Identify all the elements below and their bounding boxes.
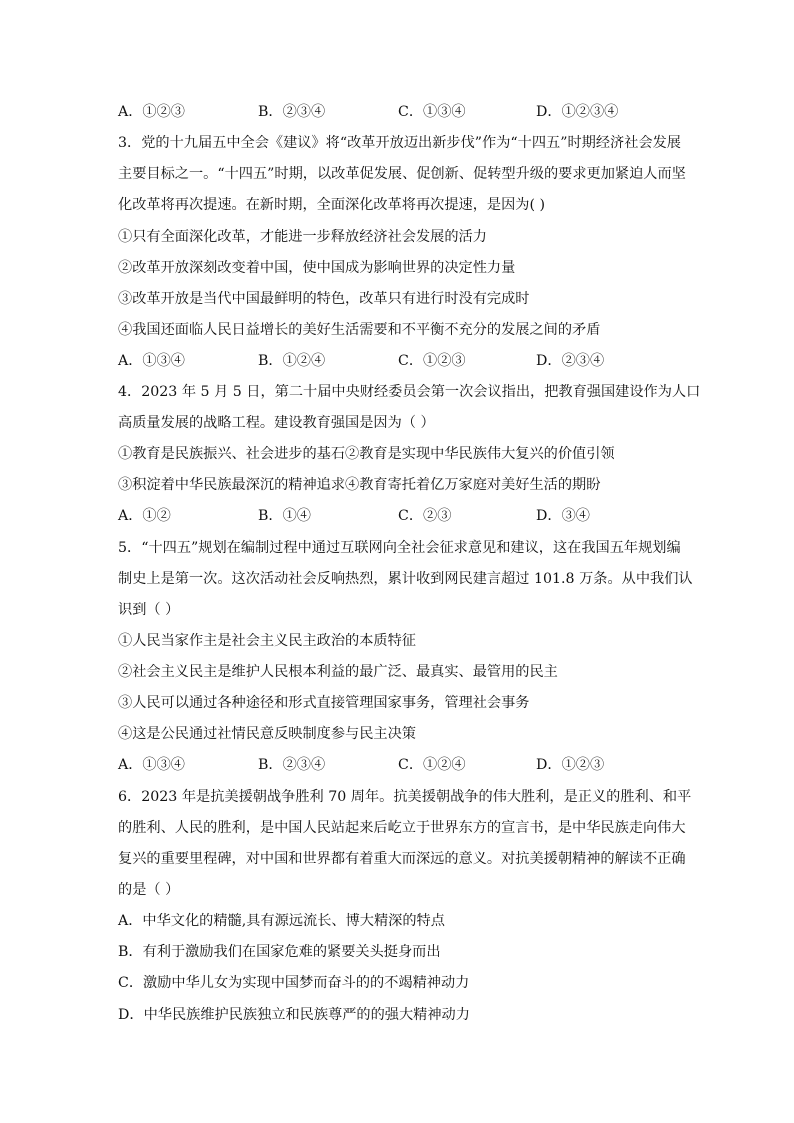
q3-statement-2: ②改革开放深刻改变着中国，使中国成为影响世界的决定性力量: [118, 260, 516, 276]
q5-option-d: D．①②③: [536, 757, 605, 773]
q4-options: [118, 506, 678, 526]
q5-stem-line-3: 识到（ ）: [118, 602, 180, 618]
q2-option-b: B．②③④: [258, 104, 326, 120]
q5-options: [118, 755, 678, 775]
q3-statement-4: ④我国还面临人民日益增长的美好生活需要和不平衡不充分的发展之间的矛盾: [118, 322, 601, 338]
q3-stem-line-2: 主要目标之一。“十四五”时期，以改革促发展、促创新、促转型升级的要求更加紧迫人而坚: [118, 166, 686, 182]
q2-option-d: D．①②③④: [536, 104, 619, 120]
q5-stem-line-2: 制史上是第一次。这次活动社会反响热烈，累计收到网民建言超过 101.8 万条。从中我们认: [118, 571, 693, 587]
q5-statement-4: ④这是公民通过社情民意反映制度参与民主决策: [118, 726, 416, 742]
q6-option-d: D．中华民族维护民族独立和民族尊严的的强大精神动力: [118, 1007, 470, 1023]
q4-stem-line-2: 高质量发展的战略工程。建设教育强国是因为（ ）: [118, 415, 435, 431]
q5-option-a: A．①③④: [118, 757, 185, 773]
q3-option-b: B．①②④: [258, 353, 326, 369]
q4-option-b: B．①④: [258, 508, 311, 524]
q3-stem-line-3: 化改革将再次提速。在新时期，全面深化改革将再次提速，是因为( ): [118, 197, 546, 213]
q3-statement-1: ①只有全面深化改革，才能进一步释放经济社会发展的活力: [118, 229, 487, 245]
q6-stem-line-3: 复兴的重要里程碑，对中国和世界都有着重大而深远的意义。对抗美援朝精神的解读不正确: [118, 851, 686, 867]
q4-statement-2: ③积淀着中华民族最深沉的精神追求④教育寄托着亿万家庭对美好生活的期盼: [118, 477, 601, 493]
q3-statement-3: ③改革开放是当代中国最鲜明的特色，改革只有进行时没有完成时: [118, 291, 530, 307]
q5-statement-2: ②社会主义民主是维护人民根本利益的最广泛、最真实、最管用的民主: [118, 664, 558, 680]
q3-option-a: A．①③④: [118, 353, 185, 369]
q4-option-d: D．③④: [536, 508, 590, 524]
q2-option-a: A．①②③: [118, 104, 185, 120]
q3-option-d: D．②③④: [536, 353, 605, 369]
q5-stem-line-1: 5．“十四五”规划在编制过程中通过互联网向全社会征求意见和建议，这在我国五年规划编: [118, 540, 681, 556]
q5-option-c: C．①②④: [398, 757, 466, 773]
q3-stem-line-1: 3．党的十九届五中全会《建议》将“改革开放迈出新步伐”作为“十四五”时期经济社会发展: [118, 135, 681, 151]
q4-stem-line-1: 4．2023 年 5 月 5 日，第二十届中央财经委员会第一次会议指出，把教育强国建设作为人口: [118, 384, 701, 400]
q3-options: [118, 351, 678, 371]
q5-option-b: B．②③④: [258, 757, 326, 773]
q2-options: [118, 102, 678, 122]
q6-option-c: C．激励中华儿女为实现中国梦而奋斗的的不竭精神动力: [118, 975, 470, 991]
q4-option-a: A．①②: [118, 508, 171, 524]
q2-option-c: C．①③④: [398, 104, 466, 120]
q6-stem-line-2: 的胜利、人民的胜利，是中国人民站起来后屹立于世界东方的宣言书，是中华民族走向伟大: [118, 820, 686, 836]
q6-stem-line-1: 6．2023 年是抗美援朝战争胜利 70 周年。抗美援朝战争的伟大胜利，是正义的胜利、和平: [118, 789, 692, 805]
q4-statement-1: ①教育是民族振兴、社会进步的基石②教育是实现中华民族伟大复兴的价值引领: [118, 446, 615, 462]
q5-statement-1: ①人民当家作主是社会主义民主政治的本质特征: [118, 633, 416, 649]
q6-option-b: B．有利于激励我们在国家危难的紧要关头挺身而出: [118, 944, 441, 960]
q4-option-c: C．②③: [398, 508, 452, 524]
q5-statement-3: ③人民可以通过各种途径和形式直接管理国家事务，管理社会事务: [118, 695, 530, 711]
q6-stem-line-4: 的是（ ）: [118, 882, 180, 898]
q3-option-c: C．①②③: [398, 353, 466, 369]
q6-option-a: A．中华文化的精髓,具有源远流长、博大精深的特点: [118, 913, 445, 929]
